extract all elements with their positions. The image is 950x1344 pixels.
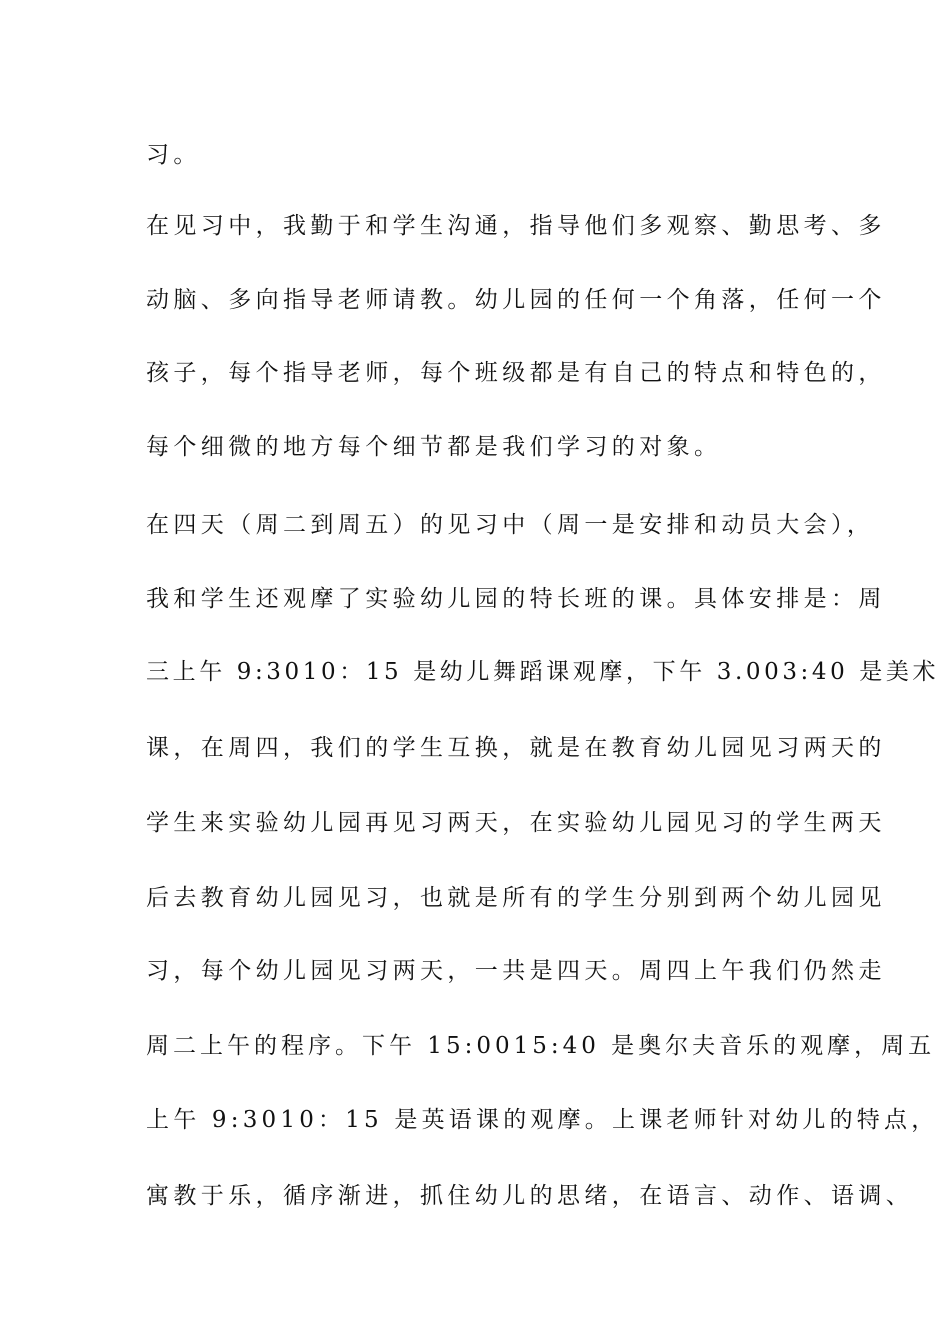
text-line-15: 寓教于乐，循序渐进，抓住幼儿的思绪，在语言、动作、语调、: [146, 1183, 914, 1209]
text-line-3: 动脑、多向指导老师请教。幼儿园的任何一个角落，任何一个: [146, 287, 886, 313]
text-line-2: 在见习中，我勤于和学生沟通，指导他们多观察、勤思考、多: [146, 213, 886, 239]
text-line-1: 习。: [146, 142, 201, 168]
text-line-5: 每个细微的地方每个细节都是我们学习的对象。: [146, 434, 722, 460]
text-line-12: 习，每个幼儿园见习两天，一共是四天。周四上午我们仍然走: [146, 958, 886, 984]
text-line-14: 上午 9:3010：15 是英语课的观摩。上课老师针对幼儿的特点，: [146, 1107, 939, 1133]
text-line-7: 我和学生还观摩了实验幼儿园的特长班的课。具体安排是：周: [146, 586, 886, 612]
text-line-11: 后去教育幼儿园见习，也就是所有的学生分别到两个幼儿园见: [146, 885, 886, 911]
text-line-13: 周二上午的程序。下午 15:0015:40 是奥尔夫音乐的观摩，周五: [146, 1033, 936, 1059]
text-line-10: 学生来实验幼儿园再见习两天，在实验幼儿园见习的学生两天: [146, 810, 886, 836]
text-line-4: 孩子，每个指导老师，每个班级都是有自己的特点和特色的，: [146, 360, 886, 386]
text-line-6: 在四天（周二到周五）的见习中（周一是安排和动员大会），: [146, 512, 875, 538]
text-line-8: 三上午 9:3010：15 是幼儿舞蹈课观摩，下午 3.003:40 是美术: [146, 659, 940, 685]
text-line-9: 课，在周四，我们的学生互换，就是在教育幼儿园见习两天的: [146, 735, 886, 761]
